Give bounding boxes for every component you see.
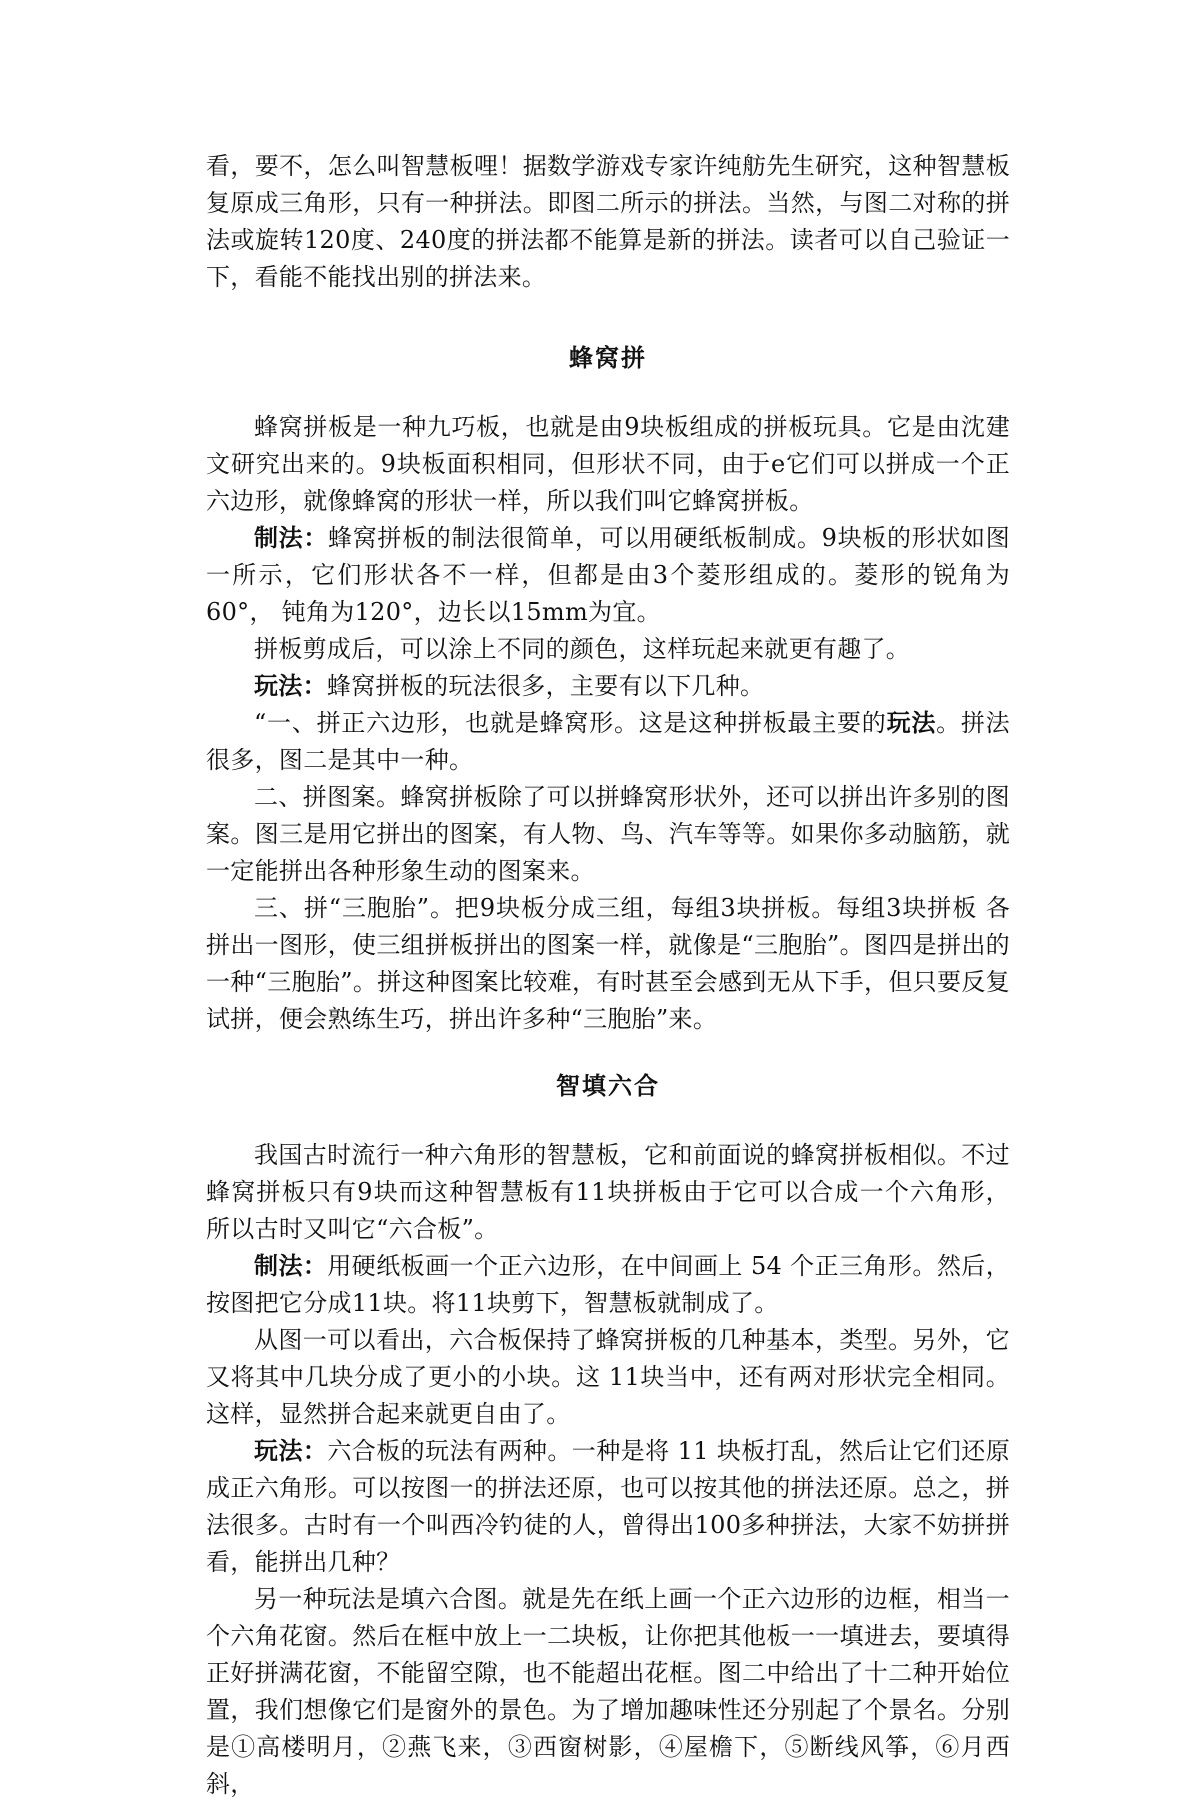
paragraph-text: 。拼法很多，图二是其中一种。	[206, 709, 1010, 774]
spacer	[206, 296, 1010, 340]
paragraph-text: 蜂窝拼板的玩法很多，主要有以下几种。	[326, 672, 765, 700]
paragraph: 二、拼图案。蜂窝拼板除了可以拼蜂窝形状外，还可以拼出许多别的图案。图三是用它拼出的图案，有人物、鸟、汽车等等。如果你多动脑筋，就一定能拼出各种形象生动的图案来。	[206, 783, 1010, 885]
spacer	[206, 1105, 1010, 1137]
paragraph	[206, 1433, 1010, 1581]
paragraph-label: 玩法：	[254, 1437, 328, 1465]
document-page	[206, 148, 1010, 1803]
paragraph: 拼板剪成后，可以涂上不同的颜色，这样玩起来就更有趣了。	[254, 635, 911, 663]
spacer	[206, 377, 1010, 409]
paragraph-text: “一、拼正六边形，也就是蜂窝形。这是这种拼板最主要的	[254, 709, 887, 737]
paragraph	[206, 705, 1010, 779]
paragraph: 蜂窝拼板是一种九巧板，也就是由9块板组成的拼板玩具。它是由沈建文研究出来的。9块板面积相同，但形状不同，由于e它们可以拼成一个正六边形，就像蜂窝的形状一样，所以我们叫它蜂窝拼板。	[206, 413, 1010, 515]
section-heading-hexagon: 智填六合	[556, 1072, 660, 1100]
paragraph-label: 制法：	[254, 524, 329, 552]
paragraph: 三、拼“三胞胎”。把9块板分成三组，每组3块拼板。每组3块拼板 各拼出一图形，使三组拼板拼出的图案一样，就像是“三胞胎”。图四是拼出的一种“三胞胎”。拼这种图案比较难，有时甚至会感到无从下手，但只要反复试拼，便会熟练生巧，拼出许多种“三胞胎”来。	[206, 894, 1010, 1033]
paragraph	[206, 668, 1010, 705]
section-heading-honeycomb: 蜂窝拼	[569, 344, 647, 372]
paragraph: 我国古时流行一种六角形的智慧板，它和前面说的蜂窝拼板相似。不过蜂窝拼板只有9块而这种智慧板有11块拼板由于它可以合成一个六角形， 所以古时又叫它“六合板”。	[206, 1141, 1010, 1243]
paragraph-label: 玩法：	[254, 672, 327, 700]
paragraph-bold-text: 玩法	[886, 709, 937, 737]
paragraph-text: 六合板的玩法有两种。一种是将 11 块板打乱，然后让它们还原成正六角形。可以按图一的拼法还原，也可以按其他的拼法还原。总之，拼法很多。古时有一个叫西冷钓徒的人，曾得出100多种拼法，大家不妨拼拼看，能拼出几种？	[206, 1437, 1011, 1576]
spacer	[206, 1038, 1010, 1068]
intro-paragraph: 看，要不，怎么叫智慧板哩！据数学游戏专家许纯舫先生研究，这种智慧板复原成三角形，只有一种拼法。即图二所示的拼法。当然，与图二对称的拼法或旋转120度、240度的拼法都不能算是新的拼法。读者可以自己验证一下，看能不能找出别的拼法来。	[206, 152, 1010, 291]
paragraph-text: 用硬纸板画一个正六边形，在中间画上 54 个正三角形。然后，按图把它分成11块。将11块剪下，智慧板就制成了。	[206, 1252, 1011, 1317]
paragraph: 从图一可以看出，六合板保持了蜂窝拼板的几种基本，类型。另外，它又将其中几块分成了更小的小块。这 11块当中，还有两对形状完全相同。这样，显然拼合起来就更自由了。	[206, 1326, 1010, 1428]
paragraph: 另一种玩法是填六合图。就是先在纸上画一个正六边形的边框，相当一个六角花窗。然后在框中放上一二块板，让你把其他板一一填进去，要填得正好拼满花窗，不能留空隙，也不能超出花框。图二中给出了十二种开始位置，我们想像它们是窗外的景色。为了增加趣味性还分别起了个景名。分别是①高楼明月，②燕飞来，③西窗树影，④屋檐下，⑤断线风筝，⑥月西斜，	[206, 1585, 1010, 1798]
paragraph-label: 制法：	[254, 1252, 328, 1280]
paragraph-text: 蜂窝拼板的制法很简单，可以用硬纸板制成。9块板的形状如图一所示，它们形状各不一样，但都是由3个菱形组成的。菱形的锐角为60°， 钝角为120°，边长以15mm为宜。	[206, 524, 1010, 626]
paragraph	[206, 520, 1010, 631]
paragraph	[206, 1248, 1010, 1322]
